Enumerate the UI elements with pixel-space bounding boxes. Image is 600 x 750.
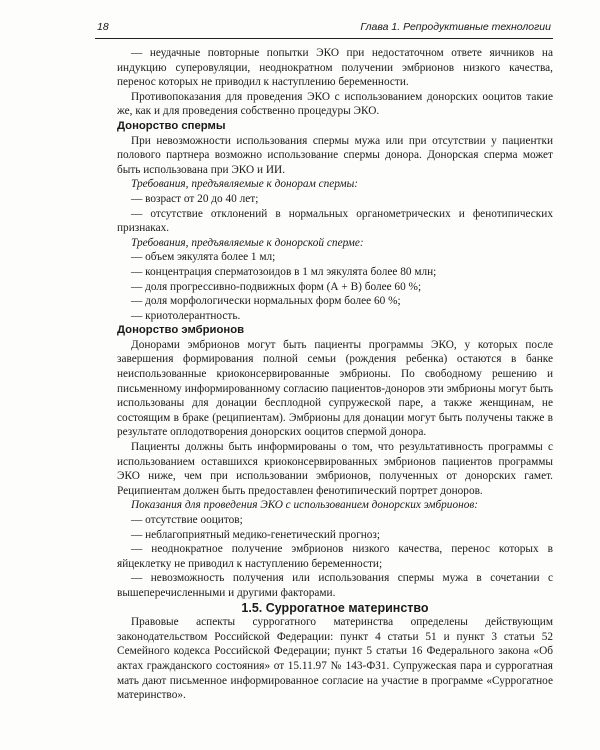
donor-requirements-heading: Требования, предъявляемые к донорам спермы:: [131, 178, 358, 191]
list-item: — возраст от 20 до 40 лет;: [131, 192, 259, 205]
header-rule: [95, 38, 553, 39]
chapter-title-surrogacy: 1.5. Суррогатное материнство: [241, 600, 429, 615]
paragraph-failed-ivf: — неудачные повторные попытки ЭКО при недостаточном ответе яичников на индукцию суперовуляции, неоднократном получении эмбрионов низкого качества, перенос которых не приводил к наступлению беременности.: [117, 47, 553, 89]
running-title: Глава 1. Репродуктивные технологии: [360, 21, 551, 33]
list-item: — отсутствие ооцитов;: [131, 514, 243, 526]
paragraph-surrogacy-legal: Правовые аспекты суррогатного материнства определены действующим законодательством Российской Федерации: пункт 4 статьи 51 и пункт 3 статьи 52 Семейного кодекса Российской Федерации; пункт 5 статьи 16 Федерального закона «Об актах гражданского состояния» от 15.11.97 № 143-ФЗ1. Супружеская пара и суррогатная мать дают письменное информированное согласие на участие в программе «Суррогатное материнство».: [117, 616, 553, 702]
section-title-sperm-donation: Донорство спермы: [117, 119, 226, 132]
sperm-requirements-heading: Требования, предъявляемые к донорской сперме:: [131, 236, 364, 249]
paragraph-contraindications: Противопоказания для проведения ЭКО с использованием донорских ооцитов такие же, как и для проведения собственно процедуры ЭКО.: [117, 90, 553, 118]
list-item: — доля морфологически нормальных форм более 60 %;: [131, 295, 401, 308]
list-item: — неблагоприятный медико-генетический прогноз;: [131, 528, 381, 541]
page-body: [117, 46, 553, 703]
list-item: — доля прогрессивно-подвижных форм (А + В) более 60 %;: [131, 280, 422, 293]
list-item: — неоднократное получение эмбрионов низкого качества, перенос которых в яйцеклетку не приводил к наступлению беременности;: [117, 543, 553, 570]
list-item: — концентрация сперматозоидов в 1 мл эякулята более 80 млн;: [131, 265, 437, 278]
paragraph-patient-information: Пациенты должны быть информированы о том, что результативность программы с использованием оставшихся криоконсервированных эмбрионов пациентов программы ЭКО ниже, чем при использовании эмбрионов, полученных от донорских гамет. Реципиентам должен быть предоставлен фенотипический портрет доноров.: [117, 441, 553, 497]
list-item: — невозможность получения или использования спермы мужа в сочетании с вышеперечисленными и другими факторами.: [117, 572, 553, 599]
section-title-embryo-donation: Донорство эмбрионов: [117, 324, 245, 337]
list-item: — криотолерантность.: [131, 309, 241, 322]
list-item: — объем эякулята более 1 мл;: [131, 251, 276, 264]
paragraph-sperm-donation: При невозможности использования спермы мужа или при отсутствии у пациентки полового партнера возможно использование спермы донора. Донорская сперма может быть использована при ЭКО и ИИ.: [117, 134, 553, 176]
page-number: 18: [97, 21, 109, 33]
list-item: — отсутствие отклонений в нормальных органометрических и фенотипических признаках.: [117, 207, 553, 235]
embryo-indications-heading: Показания для проведения ЭКО с использованием донорских эмбрионов:: [131, 499, 479, 512]
running-header: [95, 19, 551, 37]
paragraph-embryo-donors: Донорами эмбрионов могут быть пациенты программы ЭКО, у которых после завершения формирования полной семьи (рождения ребенка) остаются в банке неиспользованные криоконсервированные эмбрионы. По свободному решению и письменному информированному согласию пациентов-доноров эти эмбрионы могут быть использованы для донации бесплодной супружеской паре, а также женщинам, не состоящим в браке (реципиентам). Эмбрионы для донации могут быть получены также в результате оплодотворения донорских ооцитов спермой донора.: [117, 338, 553, 439]
